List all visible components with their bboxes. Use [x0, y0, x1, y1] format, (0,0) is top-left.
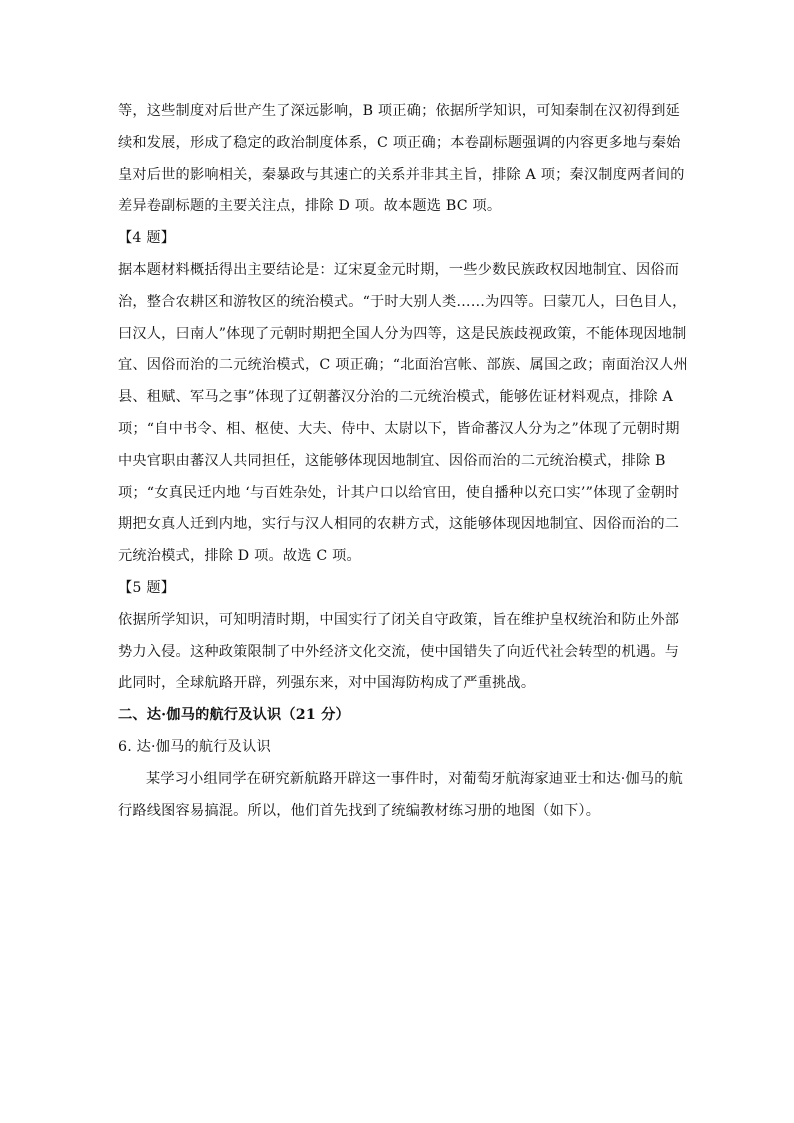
document-page	[118, 96, 688, 827]
body-text-line: 治，整合农耕区和游牧区的统治模式。“于时大别人类……为四等。曰蒙兀人，曰色目人，	[118, 293, 687, 310]
body-text-line: 续和发展，形成了稳定的政治制度体系，C 项正确；本卷副标题强调的内容更多地与秦始	[118, 134, 681, 151]
body-text-line: 宜、因俗而治的二元统治模式，C 项正确；“北面治宫帐、部族、属国之政；南面治汉人州	[118, 357, 688, 374]
body-text-line: 据本题材料概括得出主要结论是：辽宋夏金元时期，一些少数民族政权因地制宜、因俗而	[118, 261, 680, 278]
body-text-line: 曰汉人，曰南人”体现了元朝时期把全国人分为四等，这是民族歧视政策，不能体现因地制	[118, 325, 687, 342]
body-text-line: 元统治模式，排除 D 项。故选 C 项。	[118, 548, 361, 565]
body-text-line: 等，这些制度对后世产生了深远影响，B 项正确；依据所学知识，可知秦制在汉初得到延	[118, 103, 681, 119]
question-6-title: 6. 达·伽马的航行及认识	[118, 738, 271, 755]
body-text-line: 项；“女真民迁内地 ‘与百姓杂处，计其户口以给官田，使自播种以充口实’”体现了金朝时	[118, 484, 680, 501]
body-text-line: 行路线图容易搞混。所以，他们首先找到了统编教材练习册的地图（如下）。	[118, 802, 601, 819]
body-text-line: 项；“自中书令、相、枢使、大夫、侍中、太尉以下，皆命蕃汉人分为之”体现了元朝时期	[118, 420, 680, 437]
body-text-line: 依据所学知识，可知明清时期，中国实行了闭关自守政策，旨在维护皇权统治和防止外部	[118, 611, 680, 628]
section-two-title: 二、达·伽马的航行及认识（21 分）	[118, 707, 350, 724]
question-5-heading: 【5 题】	[118, 579, 176, 596]
body-text-line: 差异卷副标题的主要关注点，排除 D 项。故本题选 BC 项。	[118, 198, 502, 215]
body-text-line: 县、租赋、军马之事”体现了辽朝蕃汉分治的二元统治模式，能够佐证材料观点，排除 A	[118, 389, 673, 406]
body-text-line: 期把女真人迁到内地，实行与汉人相同的农耕方式，这能够体现因地制宜、因俗而治的二	[118, 516, 680, 533]
body-text-line: 势力入侵。这种政策限制了中外经济文化交流，使中国错失了向近代社会转型的机遇。与	[118, 643, 680, 660]
body-text-line: 此同时，全球航路开辟，列强东来，对中国海防构成了严重挑战。	[118, 675, 536, 692]
question-4-heading: 【4 题】	[118, 230, 176, 247]
body-text-line: 中央官职由蕃汉人共同担任，这能够体现因地制宜、因俗而治的二元统治模式，排除 B	[118, 452, 666, 469]
body-text-line: 皇对后世的影响相关，秦暴政与其速亡的关系并非其主旨，排除 A 项；秦汉制度两者间的	[118, 166, 685, 183]
body-text-line: 某学习小组同学在研究新航路开辟这一事件时，对葡萄牙航海家迪亚士和达·伽马的航	[146, 770, 684, 787]
